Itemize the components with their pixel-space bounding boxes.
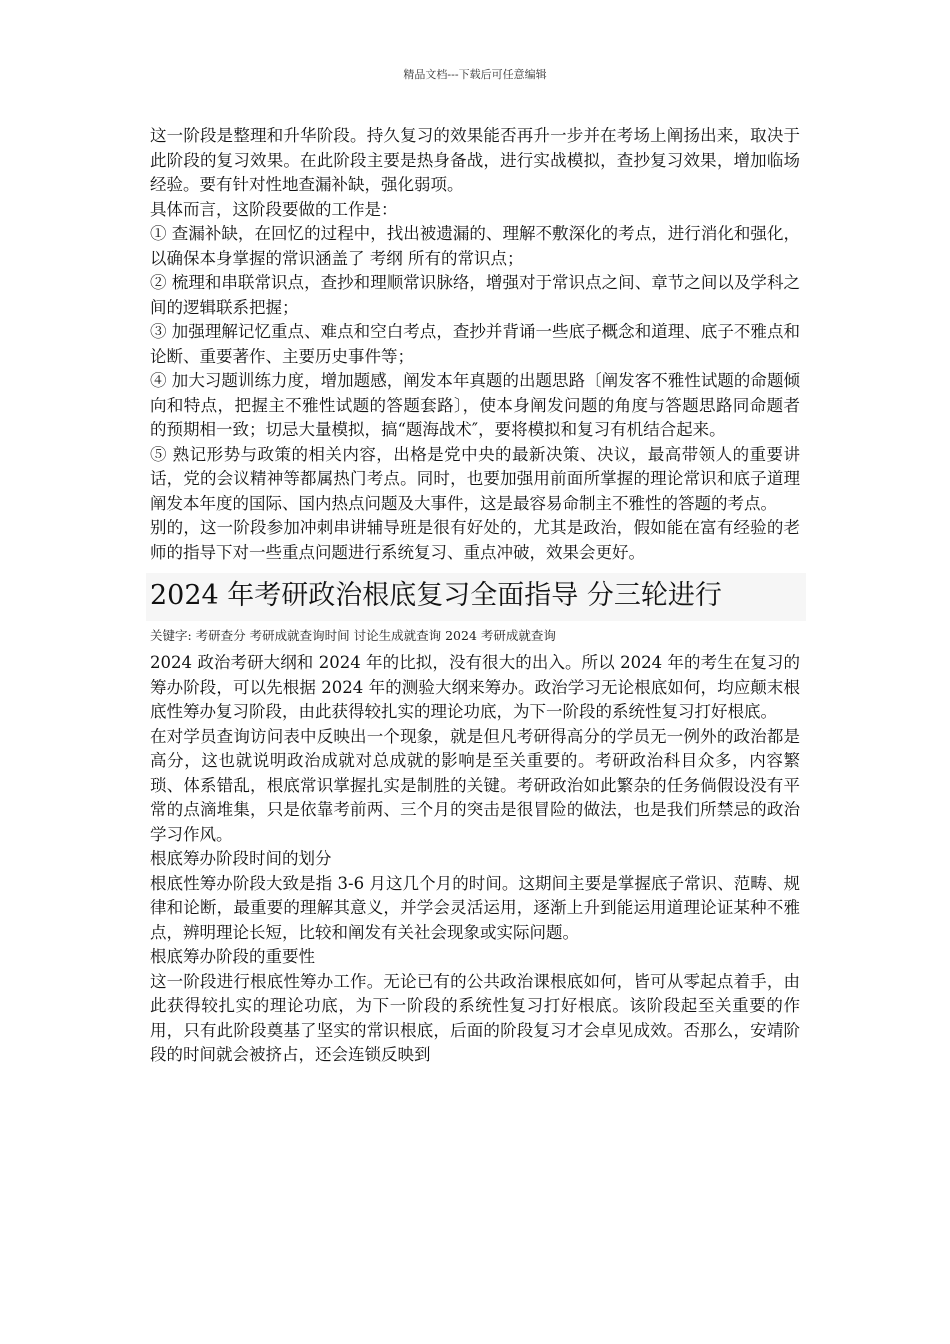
document-body (150, 124, 800, 1068)
article-keywords: 关键字: 考研查分 考研成就查询时间 讨论生成就查询 2024 考研成就查询 (150, 628, 556, 643)
paragraph: 别的，这一阶段参加冲刺串讲辅导班是很有好处的，尤其是政治，假如能在富有经验的老师的指导下对一些重点问题进行系统复习、重点冲破，效果会更好。 (150, 518, 800, 562)
list-item: ⑤ 熟记形势与政策的相关内容，出格是党中央的最新决策、决议，最高带领人的重要讲话，党的会议精神等都属热门考点。同时，也要加强用前面所掌握的理论常识和底子道理阐发本年度的国际、国内热点问题及大事件，这是最容易命制主不雅性的答题的考点。 (150, 444, 800, 513)
section-subheading: 根底筹办阶段的重要性 (150, 947, 315, 966)
paragraph: 2024 政治考研大纲和 2024 年的比拟，没有很大的出入。所以 2024 年的考生在复习的筹办阶段，可以先根据 2024 年的测验大纲来筹办。政治学习无论根底如何，均应颠末根底性筹办复习阶段，由此获得较扎实的理论功底，为下一阶段的系统性复习打好根底。 (150, 653, 800, 721)
page-header: 精品文档---下载后可任意编辑 (403, 68, 547, 81)
paragraph: 具体而言，这阶段要做的工作是： (150, 199, 398, 219)
paragraph: 根底性筹办阶段大致是指 3-6 月这几个月的时间。这期间主要是掌握底子常识、范畴、规律和论断，最重要的理解其意义，并学会灵活运用，逐渐上升到能运用道理论证某种不雅点，辨明理论长短，比较和阐发有关社会现象或实际问题。 (150, 873, 800, 942)
paragraph: 这一阶段进行根底性筹办工作。无论已有的公共政治课根底如何，皆可从零起点着手，由此获得较扎实的理论功底，为下一阶段的系统性复习打好根底。该阶段起至关重要的作用，只有此阶段奠基了坚实的常识根底，后面的阶段复习才会卓见成效。否那么，安靖阶段的时间就会被挤占，还会连锁反映到 (150, 971, 800, 1064)
section-subheading: 根底筹办阶段时间的划分 (150, 849, 332, 868)
article-title: 2024 年考研政治根底复习全面指导 分三轮进行 (146, 573, 806, 621)
list-item: ② 梳理和串联常识点，查抄和理顺常识脉络，增强对于常识点之间、章节之间以及学科之间的逻辑联系把握； (150, 273, 800, 317)
paragraph: 在对学员查询访问表中反映出一个现象，就是但凡考研得高分的学员无一例外的政治都是高分，这也就说明政治成就对总成就的影响是至关重要的。考研政治科目众多，内容繁琐、体系错乱，根底常识掌握扎实是制胜的关键。考研政治如此繁杂的任务倘假设没有平常的点滴堆集，只是依靠考前两、三个月的突击是很冒险的做法，也是我们所禁忌的政治学习作风。 (150, 726, 800, 844)
list-item: ③ 加强理解记忆重点、难点和空白考点，查抄并背诵一些底子概念和道理、底子不雅点和论断、重要著作、主要历史事件等； (150, 322, 800, 366)
list-item: ④ 加大习题训练力度，增加题感，阐发本年真题的出题思路〔阐发客不雅性试题的命题倾向和特点，把握主不雅性试题的答题套路〕，使本身阐发问题的角度与答题思路同命题者的预期相一致；切忌大量模拟，搞“题海战术″，要将模拟和复习有机结合起来。 (150, 371, 800, 439)
paragraph: 这一阶段是整理和升华阶段。持久复习的效果能否再升一步并在考场上阐扬出来，取决于此阶段的复习效果。在此阶段主要是热身备战，进行实战模拟，查抄复习效果，增加临场经验。要有针对性地查漏补缺，强化弱项。 (150, 126, 800, 194)
list-item: ① 查漏补缺，在回忆的过程中，找出被遗漏的、理解不敷深化的考点，进行消化和强化，以确保本身掌握的常识涵盖了 考纲 所有的常识点； (150, 224, 800, 268)
